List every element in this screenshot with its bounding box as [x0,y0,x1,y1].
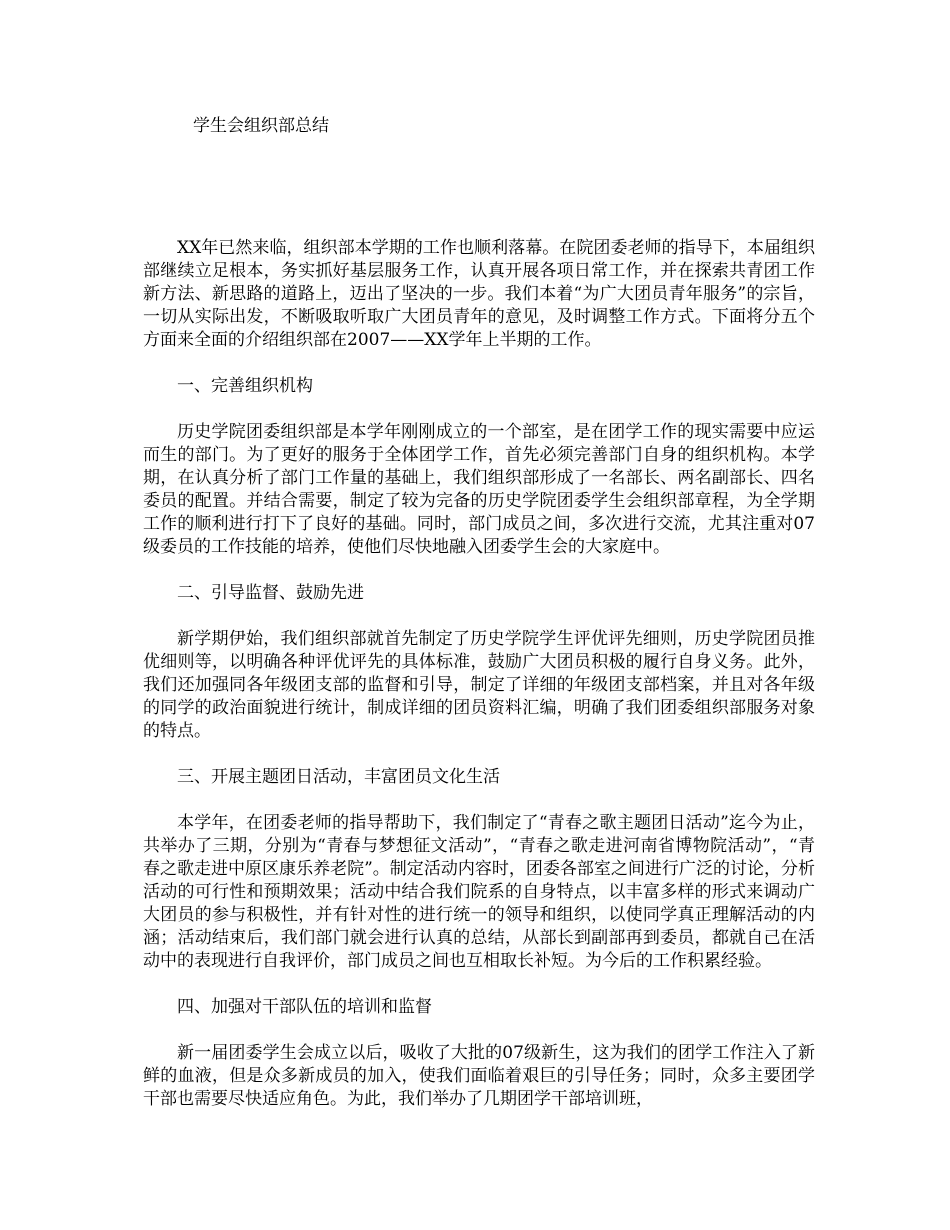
section-paragraph-1: 历史学院团委组织部是本学年刚刚成立的一个部室，是在团学工作的现实需要中应运而生的部门。为了更好的服务于全体团学工作，首先必须完善部门自身的组织机构。本学期，在认真分析了部门工作量的基础上，我们组织部形成了一名部长、两名副部长、四名委员的配置。并结合需要，制定了较为完备的历史学院团委学生会组织部章程，为全学期工作的顺利进行打下了良好的基础。同时，部门成员之间，多次进行交流，尤其注重对07级委员的工作技能的培养，使他们尽快地融入团委学生会的大家庭中。 [143,422,815,557]
spacer [143,559,815,582]
section-heading-4: 四、加强对干部队伍的培训和监督 [177,997,432,1017]
section-paragraph-2: 新学期伊始，我们组织部就首先制定了历史学院学生评优评先细则，历史学院团员推优细则等，以明确各种评优评先的具体标准，鼓励广大团员积极的履行自身义务。此外，我们还加强同各年级团支部的监督和引导，制定了详细的年级团支部档案，并且对各年级的同学的政治面貌进行统计，制成详细的团员资料汇编，明确了我们团委组织部服务对象的特点。 [143,629,815,741]
spacer [143,1019,815,1042]
spacer [143,973,815,996]
section-paragraph-3: 本学年，在团委老师的指导帮助下，我们制定了“青春之歌主题团日活动”迄今为止，共举办了三期，分别为“青春与梦想征文活动”，“青春之歌走进河南省博物院活动”，“青春之歌走进中原区康乐养老院”。制定活动内容时，团委各部室之间进行广泛的讨论，分析活动的可行性和预期效果；活动中结合我们院系的自身特点，以丰富多样的形式来调动广大团员的参与积极性，并有针对性的进行统一的领导和组织，以使同学真正理解活动的内涵；活动结束后，我们部门就会进行认真的总结，从部长到副部再到委员，都就自己在活动中的表现进行自我评价，部门成员之间也互相取长补短。为今后的工作积累经验。 [143,813,815,971]
section-heading-2: 二、引导监督、鼓励先进 [177,583,364,603]
spacer [143,352,815,375]
document-title: 学生会组织部总结 [193,116,329,136]
intro-paragraph: XX年已然来临，组织部本学期的工作也顺利落幕。在院团委老师的指导下，本届组织部继续立足根本，务实抓好基层服务工作，认真开展各项日常工作，并在探索共青团工作新方法、新思路的道路上，迈出了坚决的一步。我们本着“为广大团员青年服务”的宗旨，一切从实际出发，不断吸取听取广大团员青年的意见，及时调整工作方式。下面将分五个方面来全面的介绍组织部在2007——XX学年上半期的工作。 [143,238,815,350]
spacer [143,398,815,421]
section-heading-3: 三、开展主题团日活动，丰富团员文化生活 [177,767,500,787]
section-heading-1: 一、完善组织机构 [177,376,313,396]
spacer [143,605,815,628]
section-paragraph-4: 新一届团委学生会成立以后，吸收了大批的07级新生，这为我们的团学工作注入了新鲜的血液，但是众多新成员的加入，使我们面临着艰巨的引导任务；同时，众多主要团学干部也需要尽快适应角色。为此，我们举办了几期团学干部培训班， [143,1043,815,1109]
document-body [143,237,815,1111]
spacer [143,743,815,766]
spacer [143,789,815,812]
